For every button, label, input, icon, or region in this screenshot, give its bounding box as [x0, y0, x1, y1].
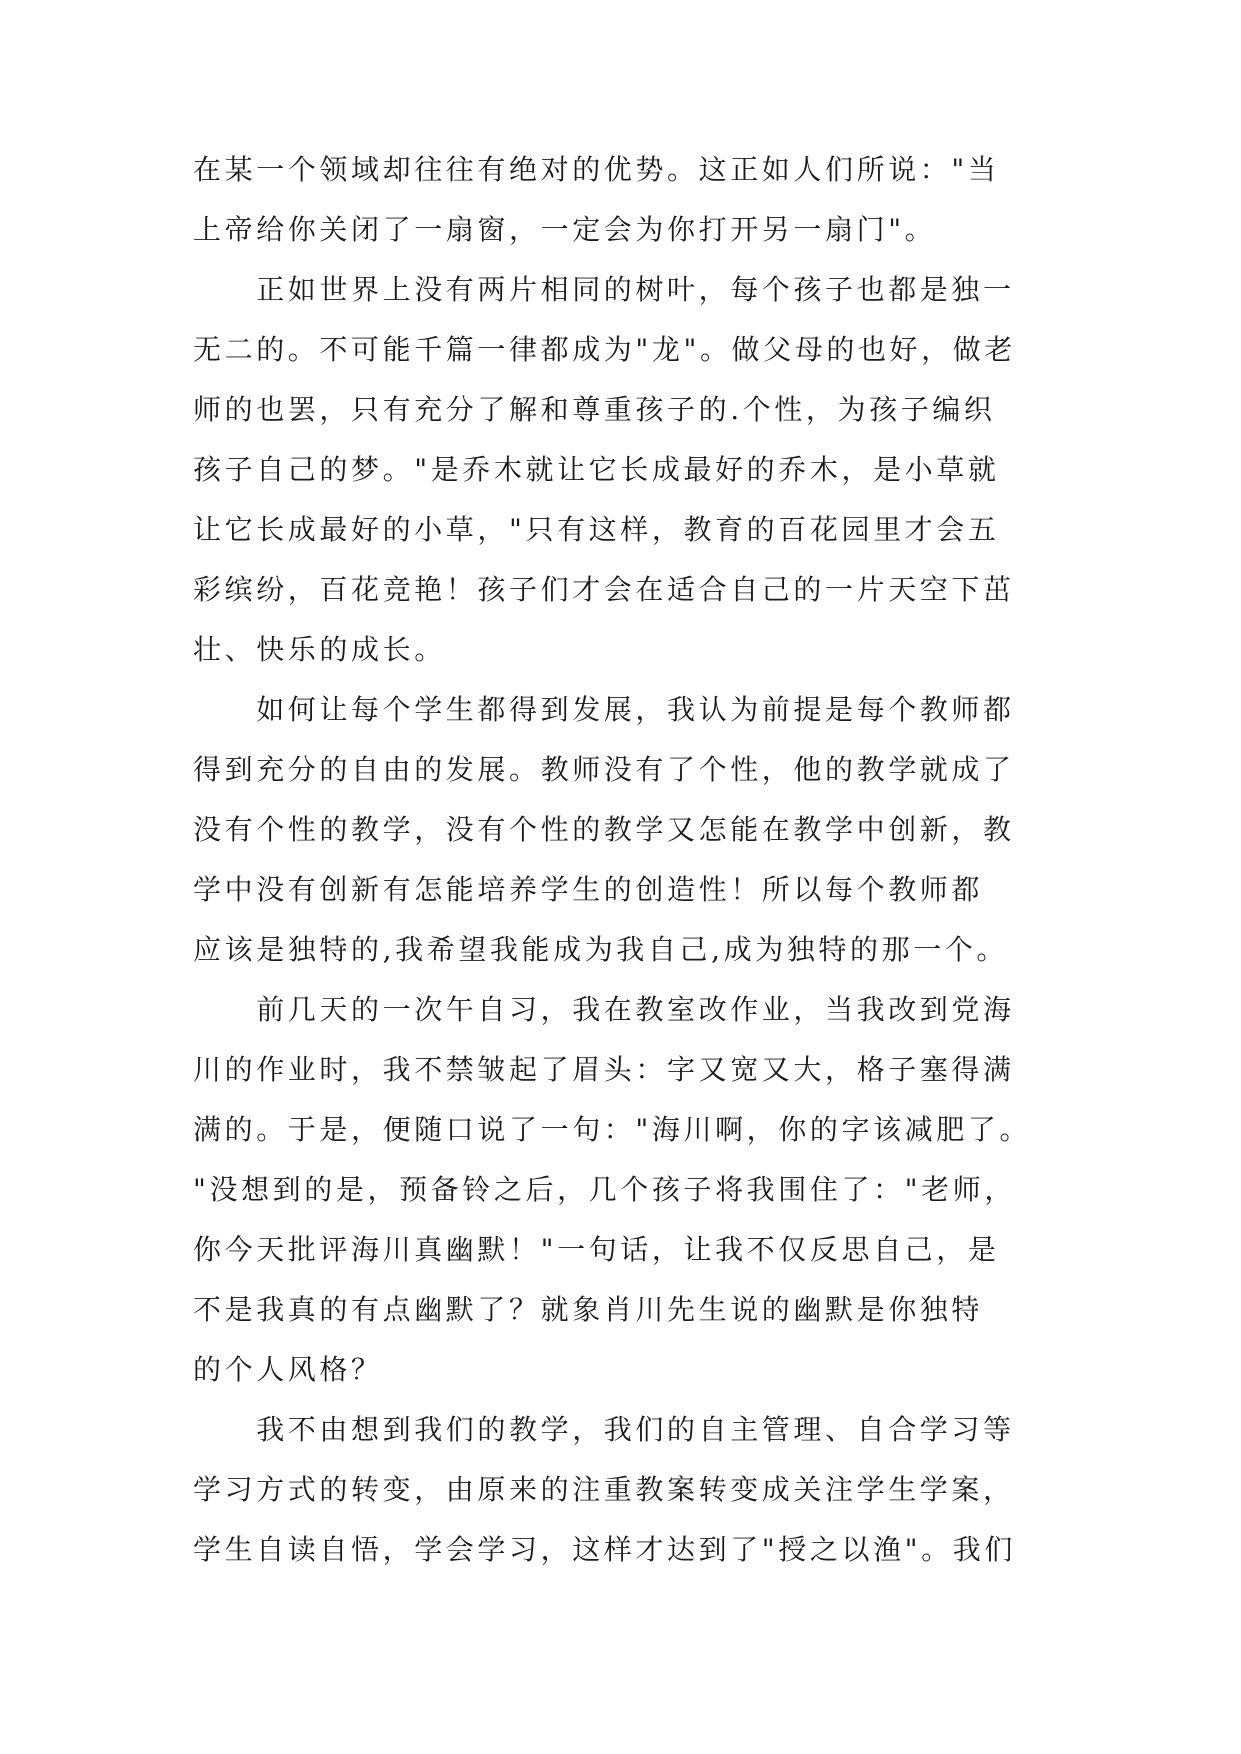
text-line: 学习方式的转变，由原来的注重教案转变成关注学生学案， — [193, 1473, 1015, 1506]
text-line: 没有个性的教学，没有个性的教学又怎能在教学中创新，教 — [193, 813, 1015, 846]
text-line: 上帝给你关闭了一扇窗，一定会为你打开另一扇门"。 — [193, 213, 937, 246]
text-line: 我不由想到我们的教学，我们的自主管理、自合学习等 — [193, 1413, 1015, 1446]
text-line: 壮、快乐的成长。 — [193, 633, 446, 666]
text-line: 无二的。不可能千篇一律都成为"龙"。做父母的也好，做老 — [193, 333, 1016, 366]
text-line: 得到充分的自由的发展。教师没有了个性，他的教学就成了 — [193, 753, 1015, 786]
text-line: 前几天的一次午自习，我在教室改作业，当我改到党海 — [193, 993, 1015, 1026]
text-line: 应该是独特的,我希望我能成为我自己,成为独特的那一个。 — [193, 933, 1009, 966]
text-line: 满的。于是，便随口说了一句："海川啊，你的字该减肥了。 — [193, 1113, 1032, 1146]
text-line: 你今天批评海川真幽默！"一句话，让我不仅反思自己，是 — [193, 1233, 1000, 1266]
text-line: 如何让每个学生都得到发展，我认为前提是每个教师都 — [193, 693, 1015, 726]
text-line: 学生自读自悟，学会学习，这样才达到了"授之以渔"。我们 — [193, 1533, 1016, 1566]
text-line: 川的作业时，我不禁皱起了眉头：字又宽又大，格子塞得满 — [193, 1053, 1015, 1086]
text-line: 师的也罢，只有充分了解和尊重孩子的.个性，为孩子编织 — [193, 393, 996, 426]
text-line: 让它长成最好的小草，"只有这样，教育的百花园里才会五 — [193, 513, 1000, 546]
text-line: 不是我真的有点幽默了？就象肖川先生说的幽默是你独特 — [193, 1293, 984, 1326]
text-line: 彩缤纷，百花竞艳！孩子们才会在适合自己的一片天空下茁 — [193, 573, 1015, 606]
text-line: 在某一个领域却往往有绝对的优势。这正如人们所说："当 — [193, 153, 1000, 186]
text-line: 的个人风格？ — [193, 1353, 383, 1386]
text-line: 孩子自己的梦。"是乔木就让它长成最好的乔木，是小草就 — [193, 453, 1000, 486]
text-line: 正如世界上没有两片相同的树叶，每个孩子也都是独一 — [193, 273, 1015, 306]
text-line: 学中没有创新有怎能培养学生的创造性！所以每个教师都 — [193, 873, 984, 906]
text-line: "没想到的是，预备铃之后，几个孩子将我围住了："老师， — [193, 1173, 1016, 1206]
